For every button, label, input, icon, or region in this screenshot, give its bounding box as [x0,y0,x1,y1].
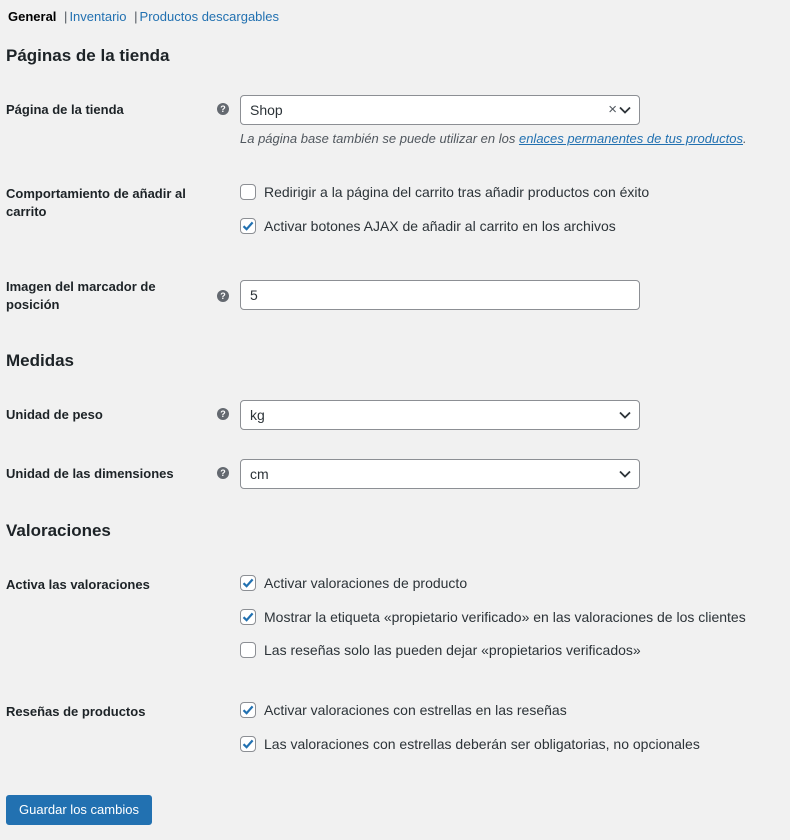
description-suffix: . [743,131,747,146]
chevron-down-icon [619,106,631,114]
help-icon[interactable]: ? [217,467,229,479]
dimension-unit-value: cm [250,466,269,482]
weight-unit-label: Unidad de peso [6,407,103,422]
tab-inventario[interactable]: Inventario [69,9,127,24]
subsubsub-nav [8,9,279,25]
add-to-cart-label: Comportamiento de añadir al carrito [6,186,186,219]
tab-general[interactable]: General [8,9,57,24]
permalinks-link[interactable]: enlaces permanentes de tus productos [518,131,743,146]
section-heading-shop-pages: Páginas de la tienda [6,46,170,65]
placeholder-image-value: 5 [250,287,258,303]
nav-separator: | [134,9,138,24]
dimension-unit-select[interactable] [240,459,640,489]
description-text: La página base también se puede utilizar en los [240,131,519,146]
checkbox-label: Activar valoraciones de producto [264,575,468,591]
ratings-required-checkbox[interactable] [240,736,256,752]
section-heading-measurements: Medidas [6,351,75,370]
checkbox-label: Mostrar la etiqueta «propietario verificado» en las valoraciones de los clientes [264,609,746,625]
chevron-down-icon [619,411,631,419]
checkmark-icon [241,737,255,751]
checkmark-icon [241,219,255,233]
checkbox-label: Redirigir a la página del carrito tras añadir productos con éxito [264,184,650,200]
enable-reviews-label: Activa las valoraciones [6,577,150,592]
enable-reviews-checkbox[interactable] [240,575,256,591]
checkbox-label: Las valoraciones con estrellas deberán ser obligatorias, no opcionales [264,736,700,752]
checkmark-icon [241,576,255,590]
placeholder-image-label: Imagen del marcador de posición [6,279,156,312]
shop-page-select[interactable] [240,95,640,125]
nav-separator: | [64,9,68,24]
help-icon[interactable]: ? [217,290,229,302]
dimension-unit-label: Unidad de las dimensiones [6,466,174,481]
product-ratings-label: Reseñas de productos [6,704,146,719]
save-changes-button[interactable]: Guardar los cambios [6,795,152,825]
checkbox-label: Activar valoraciones con estrellas en las reseñas [264,702,567,718]
shop-page-description [240,131,747,146]
help-icon[interactable]: ? [217,408,229,420]
placeholder-image-input[interactable] [240,280,640,310]
ajax-checkbox[interactable] [240,218,256,234]
shop-page-label: Página de la tienda [6,102,124,117]
weight-unit-select[interactable] [240,400,640,430]
tab-productos-descargables[interactable]: Productos descargables [139,9,280,24]
checkmark-icon [241,703,255,717]
shop-page-value: Shop [250,102,283,118]
chevron-down-icon [619,470,631,478]
checkbox-label: Las reseñas solo las pueden dejar «propietarios verificados» [264,642,641,658]
help-icon[interactable]: ? [217,103,229,115]
checkmark-icon [241,610,255,624]
star-ratings-checkbox[interactable] [240,702,256,718]
section-heading-reviews: Valoraciones [6,521,111,540]
verified-owner-label-checkbox[interactable] [240,609,256,625]
close-icon[interactable]: × [608,101,617,118]
redirect-checkbox[interactable] [240,184,256,200]
weight-unit-value: kg [250,407,265,423]
verified-only-checkbox[interactable] [240,642,256,658]
checkbox-label: Activar botones AJAX de añadir al carrito en los archivos [264,218,616,234]
